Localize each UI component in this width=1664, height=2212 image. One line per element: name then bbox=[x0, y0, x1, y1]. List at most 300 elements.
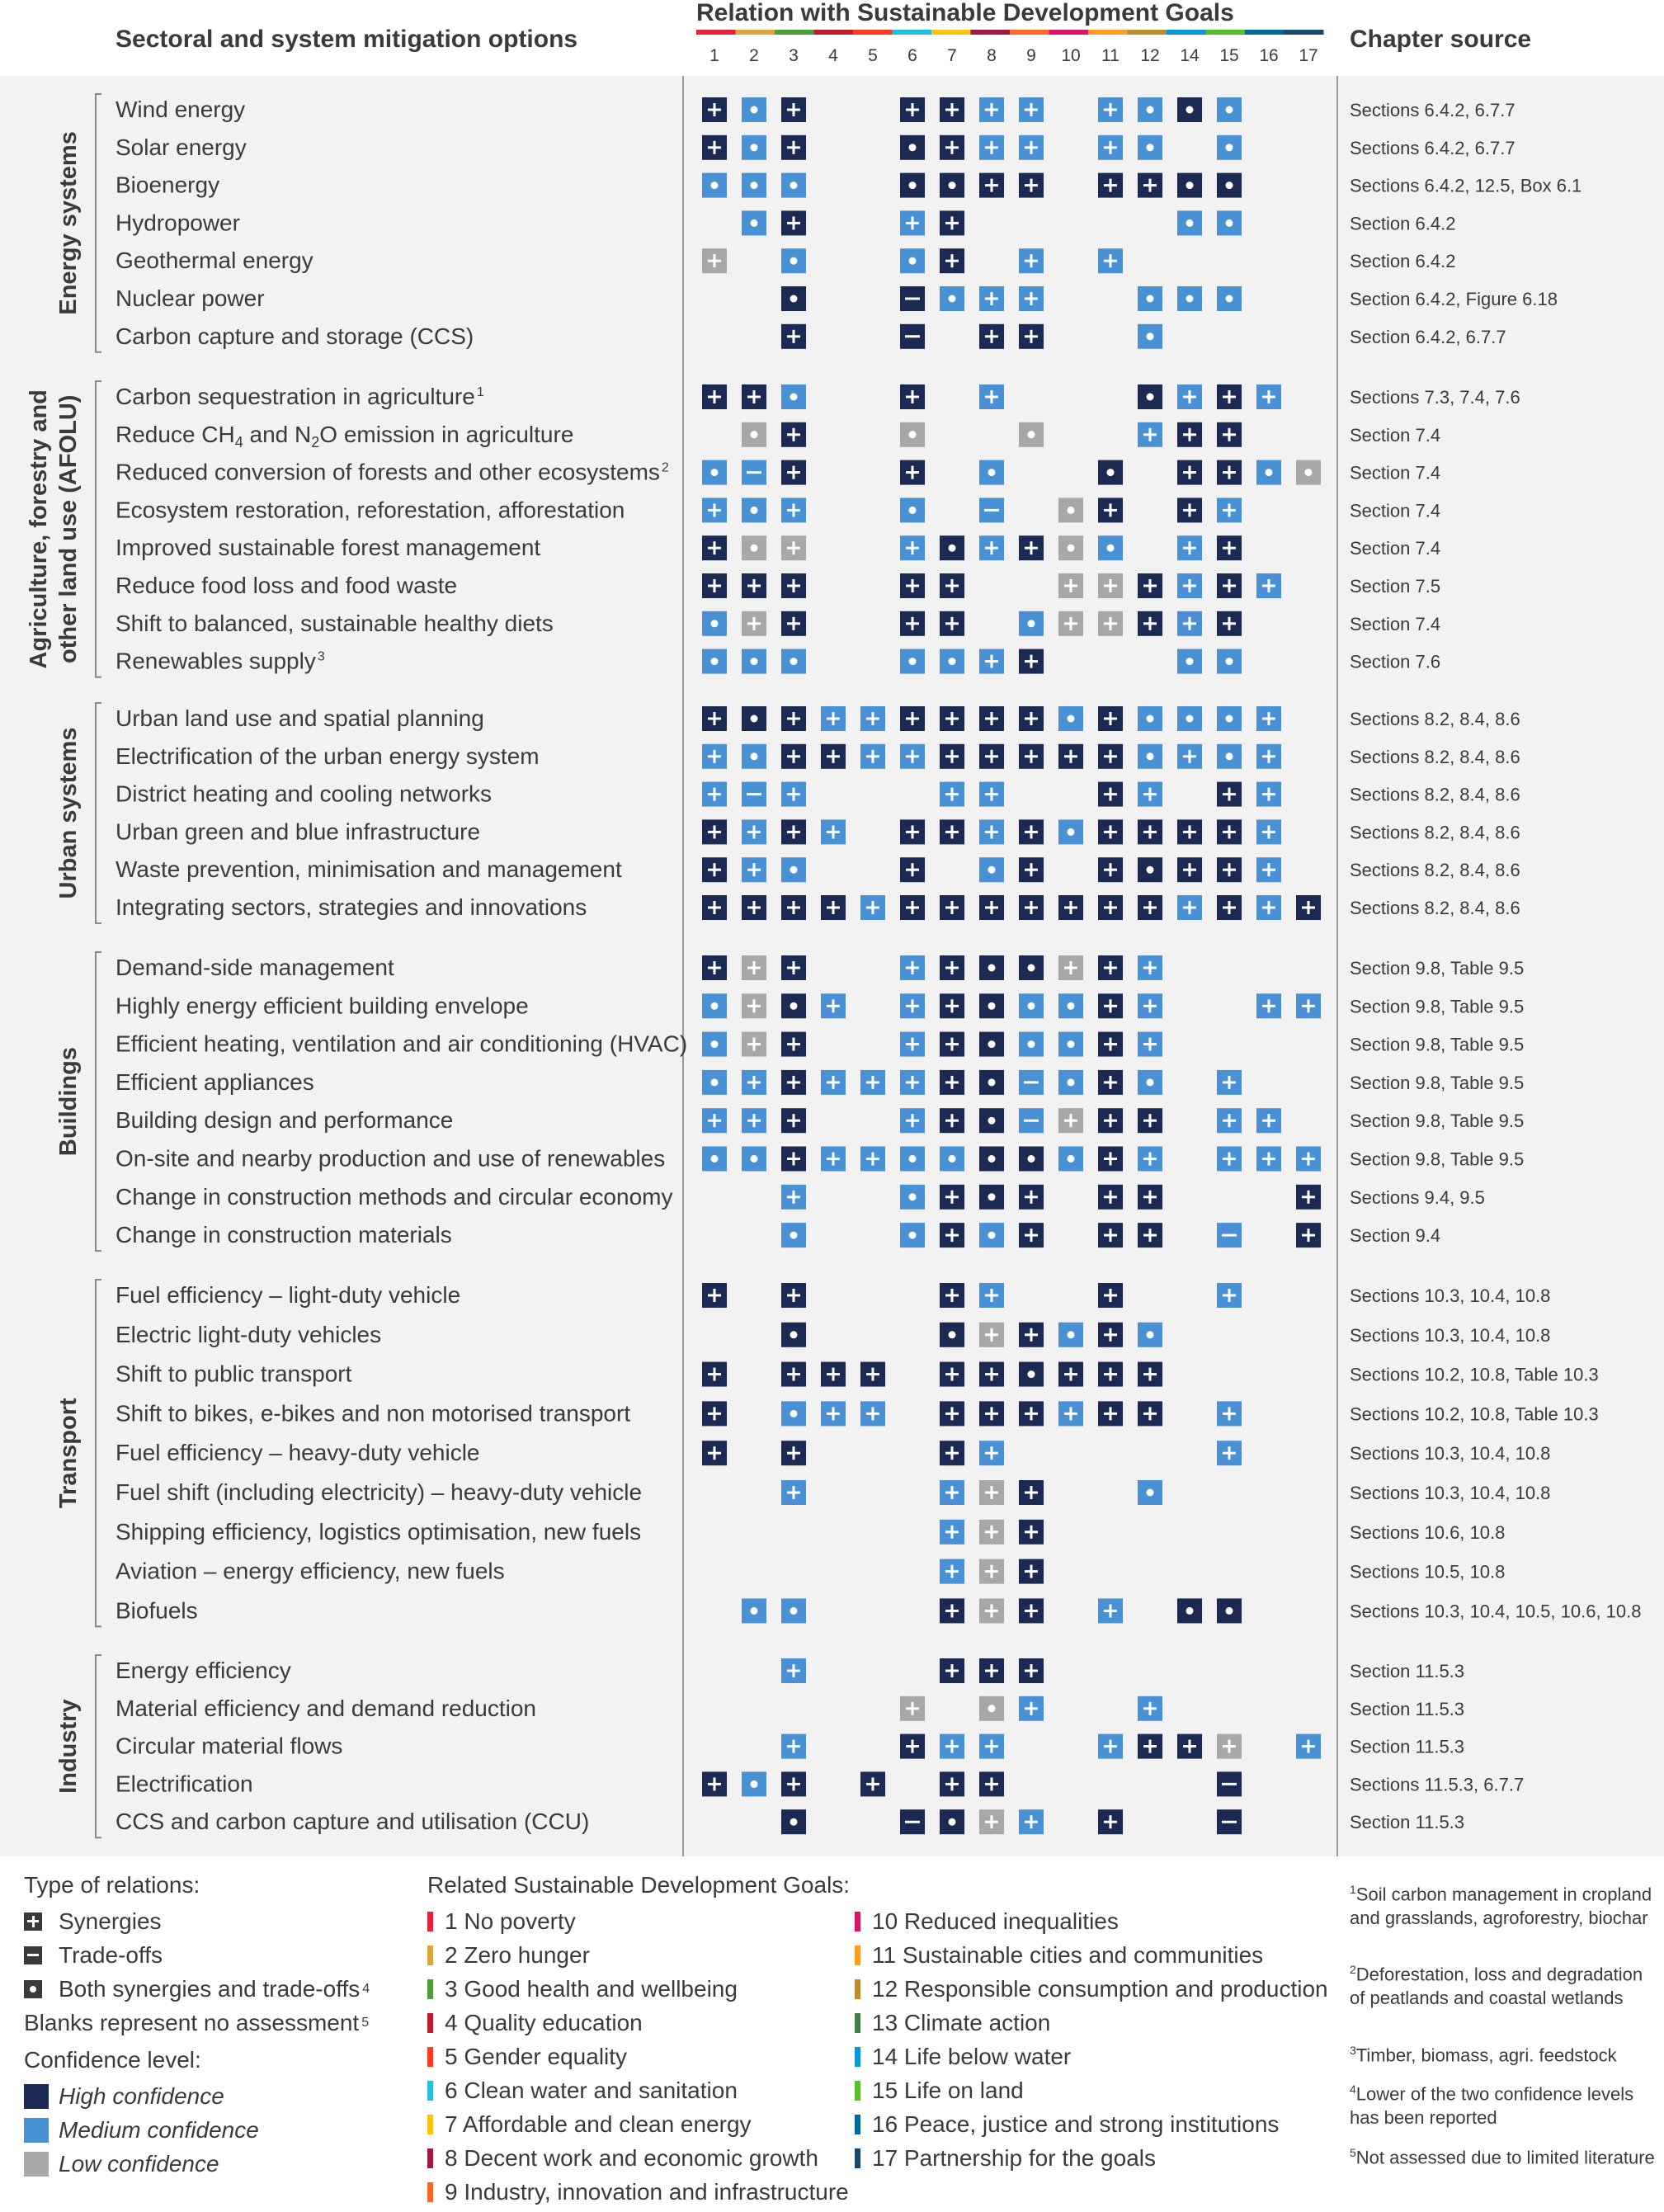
legend-blanks-label: Blanks represent no assessment bbox=[24, 2010, 360, 2035]
sdg-cell bbox=[742, 706, 766, 731]
chapter-source: Section 9.8, Table 9.5 bbox=[1350, 958, 1525, 979]
sdg-cell bbox=[1138, 1401, 1162, 1426]
sdg-cell bbox=[702, 535, 727, 560]
sdg-column-number: 1 bbox=[709, 46, 719, 65]
legend-both bbox=[24, 1972, 370, 2006]
sdg-cell bbox=[1138, 384, 1162, 409]
sdg-list-right bbox=[855, 1904, 1328, 2209]
sdg-cell bbox=[1177, 384, 1202, 409]
sdg-cell bbox=[1217, 1147, 1242, 1172]
sdg-legend-item bbox=[427, 2040, 855, 2073]
sdg-cell bbox=[1019, 649, 1044, 674]
sdg-legend-item bbox=[855, 2006, 1328, 2040]
sdg-cell bbox=[1019, 422, 1044, 447]
sdg-cell bbox=[1217, 819, 1242, 844]
sdg-cell bbox=[1098, 1223, 1123, 1247]
sdg-cell bbox=[1256, 1147, 1281, 1172]
sdg-cell bbox=[1217, 97, 1242, 122]
sdg-cell bbox=[979, 460, 1004, 485]
sdg-cell bbox=[900, 1185, 925, 1210]
sdg-cell bbox=[940, 1559, 964, 1584]
sdg-cell bbox=[1177, 1734, 1202, 1759]
sdg-legend-item bbox=[427, 2175, 855, 2209]
sdg-cell bbox=[1217, 1070, 1242, 1095]
option-label: Carbon sequestration in agriculture $^1$ bbox=[115, 384, 484, 409]
sdg-cell bbox=[900, 1147, 925, 1172]
chapter-source: Sections 11.5.3, 6.7.7 bbox=[1350, 1774, 1525, 1795]
sdg-cell bbox=[1177, 706, 1202, 731]
chapter-source: Sections 6.4.2, 6.7.7 bbox=[1350, 137, 1516, 158]
sdg-cell bbox=[1019, 97, 1044, 122]
sdg-cell bbox=[742, 384, 766, 409]
sdg-cell bbox=[900, 706, 925, 731]
sdg-cell bbox=[1019, 744, 1044, 769]
sdg-cell bbox=[1058, 1401, 1083, 1426]
sdg-cell bbox=[742, 1598, 766, 1623]
sdg-cell bbox=[702, 498, 727, 522]
sdg-cell bbox=[781, 173, 806, 198]
sdg-cell bbox=[1177, 535, 1202, 560]
sdg-cell bbox=[940, 782, 964, 807]
footnote bbox=[1350, 2039, 1655, 2067]
sdg-cell bbox=[900, 535, 925, 560]
sdg-cell bbox=[781, 460, 806, 485]
sdg-cell bbox=[702, 460, 727, 485]
legend-blanks bbox=[24, 2006, 370, 2040]
chapter-source: Sections 10.3, 10.4, 10.8 bbox=[1350, 1324, 1551, 1346]
sdg-cell bbox=[900, 857, 925, 882]
sdg-cell bbox=[742, 1771, 766, 1796]
sdg-cell bbox=[940, 573, 964, 598]
sdg-legend-label: 7 Affordable and clean energy bbox=[445, 2111, 752, 2137]
chapter-source: Section 7.4 bbox=[1350, 500, 1441, 521]
sdg-cell bbox=[900, 955, 925, 980]
sdg-cell bbox=[1256, 1108, 1281, 1133]
sdg-cell bbox=[900, 460, 925, 485]
sdg-column-number: 6 bbox=[907, 46, 917, 65]
sdg-cell bbox=[900, 744, 925, 769]
sdg-cell bbox=[979, 535, 1004, 560]
sdg-cell bbox=[702, 1771, 727, 1796]
sdg-cell bbox=[1138, 1108, 1162, 1133]
chapter-source: Section 9.8, Table 9.5 bbox=[1350, 996, 1525, 1017]
sdg-cell bbox=[1217, 782, 1242, 807]
sdg-cell bbox=[940, 210, 964, 235]
option-label: Urban green and blue infrastructure bbox=[115, 818, 481, 845]
sdg-cell bbox=[742, 498, 766, 522]
sdg-cell bbox=[781, 1362, 806, 1387]
sdg-cell bbox=[1138, 1185, 1162, 1210]
sdg-cell bbox=[979, 1658, 1004, 1683]
sdg-cell bbox=[1098, 1362, 1123, 1387]
sdg-cell bbox=[979, 1441, 1004, 1465]
sdg-cell bbox=[860, 1401, 885, 1426]
sdg-cell bbox=[1138, 993, 1162, 1018]
sdg-cell bbox=[1058, 1032, 1083, 1057]
sdg-cell bbox=[1098, 993, 1123, 1018]
sdg-cell bbox=[1019, 1185, 1044, 1210]
sdg-cell bbox=[1098, 97, 1123, 122]
footnote-number: 1 bbox=[1350, 1883, 1356, 1896]
sdg-cell bbox=[1098, 498, 1123, 522]
chapter-source: Sections 10.2, 10.8, Table 10.3 bbox=[1350, 1403, 1599, 1425]
sdg-color-marker bbox=[427, 2047, 433, 2067]
sdg-cell bbox=[1058, 895, 1083, 920]
sdg-cell bbox=[821, 744, 846, 769]
sdg-cell bbox=[940, 535, 964, 560]
category-label: Industry bbox=[55, 1699, 82, 1794]
sdg-cell bbox=[940, 1771, 964, 1796]
sdg-cell bbox=[702, 1070, 727, 1095]
sdg-cell bbox=[940, 135, 964, 160]
option-label: CCS and carbon capture and utilisation (CCU) bbox=[115, 1809, 590, 1835]
sdg-cell bbox=[1217, 286, 1242, 311]
sdg-cell bbox=[742, 210, 766, 235]
sdg-cell bbox=[979, 706, 1004, 731]
chapter-source: Section 11.5.3 bbox=[1350, 1812, 1465, 1833]
sdg-cell bbox=[702, 611, 727, 636]
sdg-cell bbox=[979, 782, 1004, 807]
sdg-cell bbox=[940, 248, 964, 273]
option-label: Shift to public transport bbox=[115, 1361, 352, 1387]
option-label: Waste prevention, minimisation and management bbox=[115, 856, 622, 883]
sdg-cell bbox=[1058, 819, 1083, 844]
sdg-cell bbox=[979, 97, 1004, 122]
sdg-cell bbox=[781, 1734, 806, 1759]
sdg-cell bbox=[742, 135, 766, 160]
sdg-cell bbox=[940, 744, 964, 769]
sdg-color-segment bbox=[971, 30, 1011, 35]
sdg-cell bbox=[979, 1323, 1004, 1347]
option-label: Demand-side management bbox=[115, 955, 394, 980]
sdg-cell bbox=[702, 1032, 727, 1057]
footnote-text: Lower of the two confidence levels has been reported bbox=[1350, 2083, 1634, 2129]
chapter-source: Section 6.4.2, 6.7.7 bbox=[1350, 326, 1506, 347]
option-label: Highly energy efficient building envelope bbox=[115, 993, 529, 1019]
sdg-cell bbox=[1138, 1147, 1162, 1172]
chapter-source: Sections 8.2, 8.4, 8.6 bbox=[1350, 784, 1520, 805]
sdg-cell bbox=[979, 1696, 1004, 1721]
sdg-cell bbox=[900, 1809, 925, 1834]
sdg-cell bbox=[781, 706, 806, 731]
sdg-cell bbox=[940, 1223, 964, 1247]
legend-sdgs bbox=[427, 1871, 1328, 2209]
option-label: Electric light-duty vehicles bbox=[115, 1321, 382, 1347]
sdg-cell bbox=[742, 573, 766, 598]
sdg-cell bbox=[1177, 611, 1202, 636]
sdg-cell bbox=[1138, 1032, 1162, 1057]
sdg-list-title: Related Sustainable Development Goals: bbox=[427, 1872, 851, 1898]
chapter-source: Sections 10.3, 10.4, 10.8 bbox=[1350, 1285, 1551, 1306]
chapter-source: Section 6.4.2 bbox=[1350, 251, 1456, 272]
legend-synergies bbox=[24, 1904, 370, 1938]
sdg-color-marker bbox=[855, 2081, 860, 2101]
sdg-cell bbox=[1296, 1734, 1321, 1759]
sdg-cell bbox=[1019, 1032, 1044, 1057]
sdg-cell bbox=[940, 895, 964, 920]
sdg-cell bbox=[1177, 895, 1202, 920]
sdg-cell bbox=[940, 1480, 964, 1505]
sdg-cell bbox=[979, 1108, 1004, 1133]
sdg-cell bbox=[979, 857, 1004, 882]
sdg-column-number: 12 bbox=[1140, 46, 1160, 65]
sdg-cell bbox=[1177, 857, 1202, 882]
sdg-cell bbox=[940, 1185, 964, 1210]
sdg-cell bbox=[1217, 611, 1242, 636]
sdg-cell bbox=[940, 173, 964, 198]
sdg-color-segment bbox=[853, 30, 893, 35]
sdg-cell bbox=[781, 744, 806, 769]
option-label: Fuel shift (including electricity) – heavy-duty vehicle bbox=[115, 1479, 643, 1505]
sdg-cell bbox=[1098, 782, 1123, 807]
sdg-cell bbox=[1138, 1070, 1162, 1095]
sdg-cell bbox=[1217, 649, 1242, 674]
sdg-cell bbox=[702, 819, 727, 844]
relations-title: Type of relations: bbox=[24, 1872, 200, 1898]
option-label: Improved sustainable forest management bbox=[115, 535, 541, 561]
option-label: Nuclear power bbox=[115, 285, 265, 311]
sdg-cell bbox=[1019, 173, 1044, 198]
sdg-column-number: 4 bbox=[828, 46, 838, 65]
sdg-cell bbox=[742, 535, 766, 560]
sdg-cell bbox=[1019, 1147, 1044, 1172]
sdg-cell bbox=[1217, 535, 1242, 560]
sdg-cell bbox=[742, 460, 766, 485]
sdg-cell bbox=[1098, 895, 1123, 920]
sdg-cell bbox=[900, 210, 925, 235]
option-label: Electrification of the urban energy system bbox=[115, 743, 540, 769]
sdg-cell bbox=[742, 993, 766, 1018]
sdg-cell bbox=[702, 135, 727, 160]
chapter-source: Section 7.4 bbox=[1350, 538, 1441, 559]
chapter-source: Section 7.5 bbox=[1350, 576, 1441, 597]
footnote bbox=[1350, 1958, 1655, 2010]
sdg-cell bbox=[1019, 1108, 1044, 1133]
sdg-cell bbox=[742, 819, 766, 844]
sdg-cell bbox=[702, 782, 727, 807]
option-label: Fuel efficiency – light-duty vehicle bbox=[115, 1282, 461, 1308]
category-label: Transport bbox=[55, 1398, 82, 1509]
sdg-cell bbox=[1296, 460, 1321, 485]
sdg-legend-item bbox=[855, 1904, 1328, 1938]
sdg-cell bbox=[702, 1401, 727, 1426]
sdg-color-segment bbox=[1206, 30, 1246, 35]
sdg-cell bbox=[781, 1185, 806, 1210]
sdg-cell bbox=[742, 649, 766, 674]
sdg-color-marker bbox=[855, 2115, 860, 2134]
sdg-cell bbox=[781, 1658, 806, 1683]
sdg-cell bbox=[979, 286, 1004, 311]
sdg-cell bbox=[1098, 535, 1123, 560]
sdg-cell bbox=[781, 1401, 806, 1426]
sdg-cell bbox=[781, 611, 806, 636]
sdg-cell bbox=[1019, 1223, 1044, 1247]
sdg-legend-item bbox=[855, 2107, 1328, 2141]
legend-both-sup: 4 bbox=[362, 1982, 370, 1996]
sdg-cell bbox=[1138, 819, 1162, 844]
sdg-cell bbox=[1019, 135, 1044, 160]
chapter-source: Sections 10.5, 10.8 bbox=[1350, 1561, 1506, 1582]
sdg-color-segment bbox=[814, 30, 854, 35]
sdg-cell bbox=[1217, 498, 1242, 522]
sdg-cell bbox=[781, 1771, 806, 1796]
sdg-cell bbox=[1098, 1283, 1123, 1308]
sdg-cell bbox=[1138, 706, 1162, 731]
sdg-cell bbox=[979, 819, 1004, 844]
sdg-legend-item bbox=[427, 1938, 855, 1972]
sdg-cell bbox=[781, 649, 806, 674]
sdg-cell bbox=[1098, 744, 1123, 769]
sdg-cell bbox=[1256, 460, 1281, 485]
sdg-cell bbox=[860, 1070, 885, 1095]
sdg-cell bbox=[1256, 782, 1281, 807]
sdg-cell bbox=[979, 1734, 1004, 1759]
sdg-cell bbox=[781, 422, 806, 447]
chapter-source: Sections 10.6, 10.8 bbox=[1350, 1521, 1506, 1543]
option-label: Biofuels bbox=[115, 1597, 198, 1624]
sdg-cell bbox=[702, 744, 727, 769]
sdg-cell bbox=[860, 1362, 885, 1387]
sdg-cell bbox=[860, 1771, 885, 1796]
sdg-cell bbox=[940, 955, 964, 980]
sdg-cell bbox=[781, 1283, 806, 1308]
sdg-cell bbox=[900, 173, 925, 198]
sdg-cell bbox=[1098, 1108, 1123, 1133]
sdg-legend-label: 3 Good health and wellbeing bbox=[445, 1976, 738, 2002]
sdg-cell bbox=[1138, 857, 1162, 882]
sdg-cell bbox=[742, 97, 766, 122]
sdg-cell bbox=[781, 324, 806, 349]
chapter-source: Section 6.4.2 bbox=[1350, 213, 1456, 234]
sdg-cell bbox=[1138, 135, 1162, 160]
chapter-source: Sections 8.2, 8.4, 8.6 bbox=[1350, 898, 1520, 918]
sdg-legend-item bbox=[855, 2141, 1328, 2175]
sdg-cell bbox=[1058, 1070, 1083, 1095]
sdg-cell bbox=[1138, 744, 1162, 769]
sdg-cell bbox=[1019, 1480, 1044, 1505]
sdg-cell bbox=[781, 1809, 806, 1834]
sdg-cell bbox=[979, 1362, 1004, 1387]
sdg-legend-item bbox=[427, 1904, 855, 1938]
sdg-cell bbox=[702, 857, 727, 882]
sdg-cell bbox=[1177, 286, 1202, 311]
sdg-cell bbox=[1098, 1147, 1123, 1172]
sdg-cell bbox=[940, 611, 964, 636]
sdg-color-marker bbox=[855, 1979, 860, 1999]
sdg-legend-label: 13 Climate action bbox=[872, 2010, 1051, 2035]
option-label: Reduced conversion of forests and other ecosystems $^2$ bbox=[115, 459, 669, 485]
chapter-source: Section 9.8, Table 9.5 bbox=[1350, 1111, 1525, 1132]
option-label: Efficient heating, ventilation and air conditioning (HVAC) bbox=[115, 1031, 688, 1057]
sdg-cell bbox=[1019, 248, 1044, 273]
sdg-cell bbox=[979, 1070, 1004, 1095]
sdg-cell bbox=[1177, 97, 1202, 122]
sdg-cell bbox=[1256, 573, 1281, 598]
sdg-cell bbox=[781, 1032, 806, 1057]
sdg-cell bbox=[1296, 993, 1321, 1018]
footnote-text: Soil carbon management in cropland and grasslands, agroforestry, biochar bbox=[1350, 1884, 1652, 1929]
sdg-cell bbox=[1217, 1283, 1242, 1308]
sdg-cell bbox=[1058, 955, 1083, 980]
sdg-cell bbox=[1098, 173, 1123, 198]
sdg-column-number: 10 bbox=[1061, 46, 1081, 65]
sdg-cell bbox=[1217, 1809, 1242, 1834]
sdg-cell bbox=[1217, 744, 1242, 769]
sdg-cell bbox=[781, 286, 806, 311]
sdg-cell bbox=[1138, 1734, 1162, 1759]
sdg-color-bar bbox=[696, 30, 1324, 35]
sdg-cell bbox=[1138, 422, 1162, 447]
sdg-cell bbox=[781, 248, 806, 273]
option-label: On-site and nearby production and use of renewables bbox=[115, 1145, 666, 1172]
sdg-cell bbox=[900, 1223, 925, 1247]
sdg-cell bbox=[900, 1070, 925, 1095]
sdg-legend-label: 1 No poverty bbox=[445, 1908, 576, 1934]
sdg-cell bbox=[821, 1362, 846, 1387]
sdg-cell bbox=[900, 498, 925, 522]
sdg-cell bbox=[781, 1223, 806, 1247]
sdg-cell bbox=[940, 1283, 964, 1308]
sdg-color-marker bbox=[427, 1979, 433, 1999]
sdg-color-marker bbox=[427, 2115, 433, 2134]
sdg-cell bbox=[781, 1441, 806, 1465]
sdg-legend-label: 2 Zero hunger bbox=[445, 1942, 590, 1968]
footnote-number: 4 bbox=[1350, 2082, 1356, 2096]
sdg-cell bbox=[702, 1283, 727, 1308]
sdg-cell bbox=[742, 895, 766, 920]
sdg-cell bbox=[900, 993, 925, 1018]
medium-confidence-swatch bbox=[24, 2118, 49, 2143]
sdg-cell bbox=[702, 1108, 727, 1133]
sdg-cell bbox=[900, 422, 925, 447]
option-label: Ecosystem restoration, reforestation, afforestation bbox=[115, 497, 625, 523]
chapter-source: Sections 8.2, 8.4, 8.6 bbox=[1350, 860, 1520, 881]
sdg-legend-label: 9 Industry, innovation and infrastructure bbox=[445, 2179, 849, 2205]
sdg-legend-item bbox=[855, 2073, 1328, 2107]
sdg-cell bbox=[1217, 857, 1242, 882]
sdg-cell bbox=[702, 384, 727, 409]
option-label: Reduce food loss and food waste bbox=[115, 573, 458, 598]
sdg-cell bbox=[1177, 422, 1202, 447]
sdg-cell bbox=[1019, 1323, 1044, 1347]
sdg-cell bbox=[940, 1070, 964, 1095]
sdg-cell bbox=[1098, 1734, 1123, 1759]
footnote-number: 5 bbox=[1350, 2146, 1356, 2159]
sdg-cell bbox=[781, 498, 806, 522]
sdg-cell bbox=[900, 97, 925, 122]
chapter-source: Section 7.4 bbox=[1350, 462, 1441, 483]
sdg-cell bbox=[979, 324, 1004, 349]
sdg-cell bbox=[1098, 955, 1123, 980]
sdg-cell bbox=[821, 819, 846, 844]
sdg-cell bbox=[979, 744, 1004, 769]
sdg-cell bbox=[702, 895, 727, 920]
sdg-cell bbox=[1217, 384, 1242, 409]
sdg-cell bbox=[1019, 819, 1044, 844]
chapter-source: Section 9.8, Table 9.5 bbox=[1350, 1072, 1525, 1093]
sdg-cell bbox=[1019, 324, 1044, 349]
legend-medium-label: Medium confidence bbox=[59, 2117, 259, 2143]
sdg-cell bbox=[1296, 1147, 1321, 1172]
sdg-color-segment bbox=[775, 30, 814, 35]
sdg-cell bbox=[940, 1323, 964, 1347]
sdg-cell bbox=[1256, 819, 1281, 844]
sdg-legend-label: 14 Life below water bbox=[872, 2044, 1072, 2069]
option-label: Change in construction methods and circular economy bbox=[115, 1183, 673, 1210]
sdg-cell bbox=[702, 97, 727, 122]
option-label: Urban land use and spatial planning bbox=[115, 705, 484, 731]
sdg-cell bbox=[1138, 782, 1162, 807]
